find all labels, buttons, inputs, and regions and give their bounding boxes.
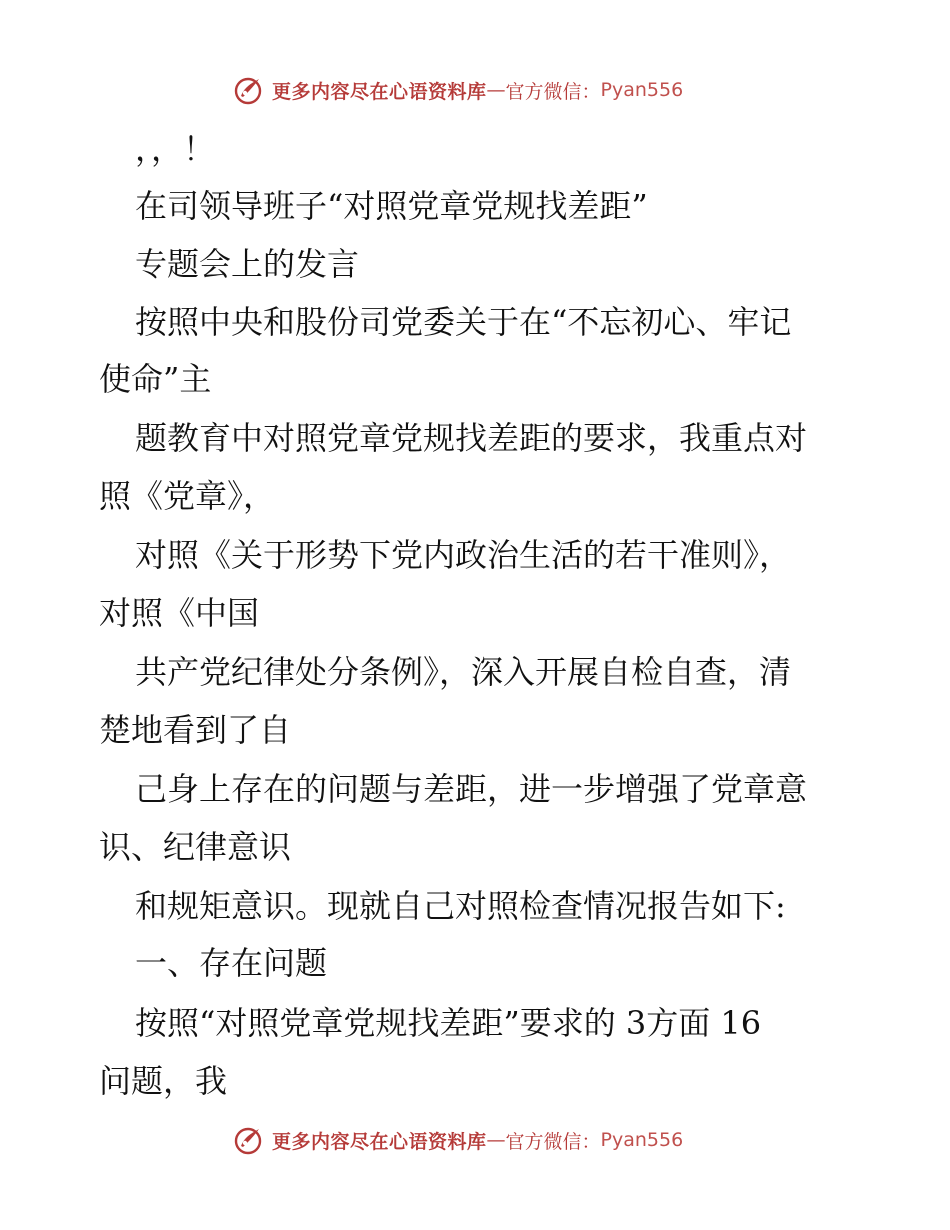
text-line: ，，！ <box>135 130 216 168</box>
text-line: 照《党章》， <box>99 477 276 515</box>
text-line: 按照中央和股份司党委关于在“不忘初心、牢记 <box>135 303 792 341</box>
text-line: 己身上存在的问题与差距，进一步增强了党章意 <box>135 770 808 808</box>
watermark-separator: — <box>486 79 506 101</box>
text-line: 和规矩意识。现就自己对照检查情况报告如下: <box>135 887 786 925</box>
section-heading: 一、存在问题 <box>135 944 328 982</box>
watermark-separator: — <box>486 1129 506 1151</box>
watermark-wechat-id: Pyan556 <box>600 1129 684 1151</box>
footer-watermark <box>232 1122 712 1158</box>
text-line: 使命”主 <box>99 360 212 398</box>
watermark-wechat-id: Pyan556 <box>600 79 684 101</box>
pen-logo-icon <box>232 74 264 106</box>
text-line: 对照《关于形势下党内政治生活的若干准则》， <box>135 536 792 574</box>
text-line: 共产党纪律处分条例》，深入开展自检自查，清 <box>135 653 792 691</box>
text-line: 问题，我 <box>99 1062 228 1100</box>
text-line: 楚地看到了自 <box>99 711 292 749</box>
header-watermark <box>232 72 712 108</box>
text-line: 按照“对照党章党规找差距”要求的 3方面 16 <box>135 1004 762 1042</box>
watermark-side-text: 官方微信： <box>505 80 601 103</box>
text-line: 专题会上的发言 <box>135 245 360 283</box>
text-line: 对照《中国 <box>99 594 260 632</box>
pen-logo-icon <box>232 1124 264 1156</box>
text-line: 题教育中对照党章党规找差距的要求，我重点对 <box>135 419 808 457</box>
watermark-main-text: 更多内容尽在心语资料库 <box>272 1130 487 1153</box>
watermark-side-text: 官方微信： <box>505 1130 601 1153</box>
text-line: 在司领导班子“对照党章党规找差距” <box>135 187 648 225</box>
text-line: 识、纪律意识 <box>99 828 292 866</box>
watermark-main-text: 更多内容尽在心语资料库 <box>272 80 487 103</box>
